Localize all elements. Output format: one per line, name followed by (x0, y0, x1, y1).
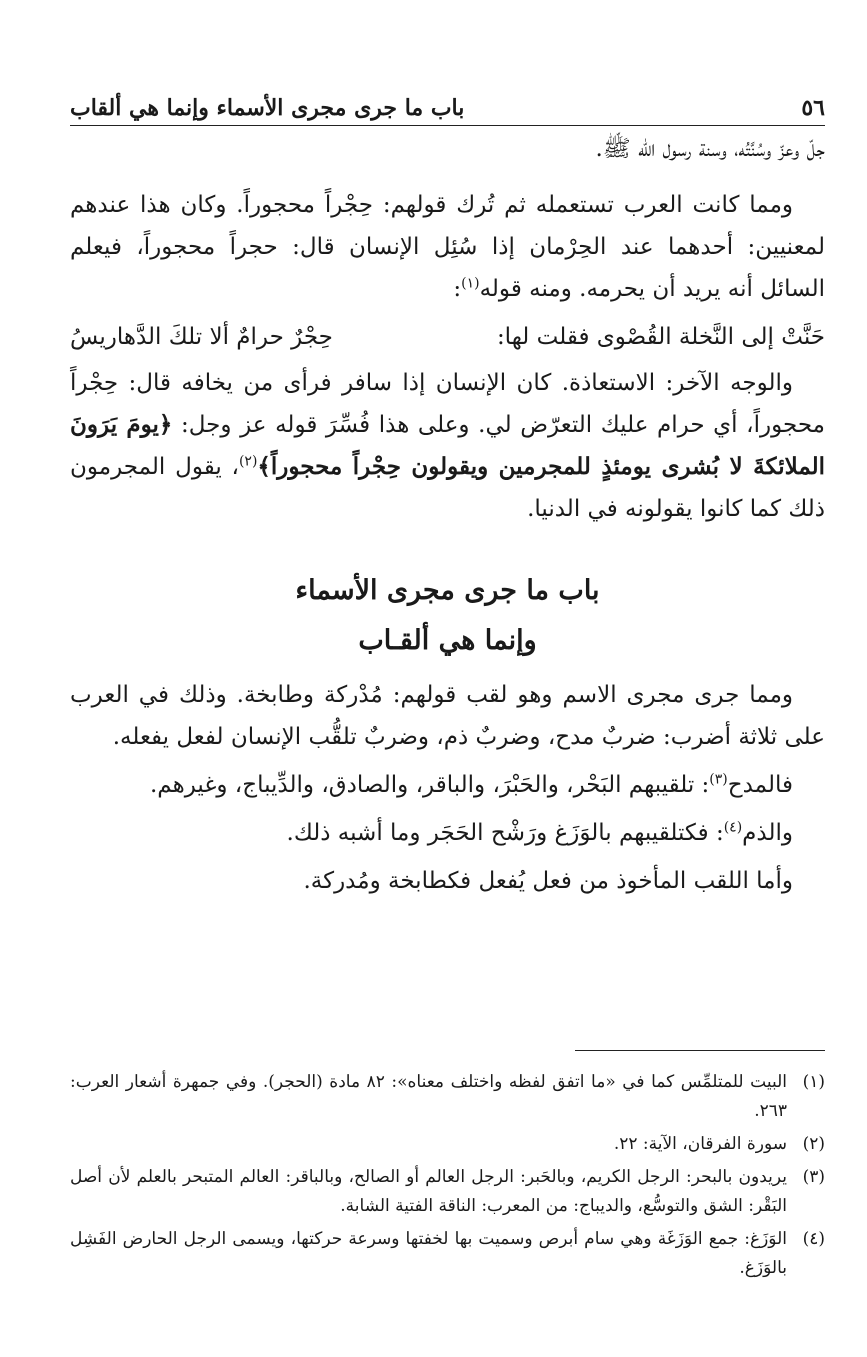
paragraph-6-text-b: : فكتلقيبهم بالوَزَغ ورَشْح الحَجَر وما أشبه ذلك. (286, 820, 724, 846)
footnote-ref-2: (٢) (238, 453, 258, 470)
section-heading-line-1: باب ما جرى مجرى الأسماء (295, 575, 600, 606)
verse-first-hemistich: حَنَّتْ إلى النَّخلة القُصْوى فقلت لها: (496, 324, 825, 350)
paragraph-2-text: ومما كانت العرب تستعمله ثم تُرك قولهم: حِجْراً محجوراً. وكان هذا عندهم لمعنيين: أحدهما عند الحِرْمان إذا سُئِل الإنسان قال: حجراً محجوراً، فيعلم السائل أنه يريد أن يحرمه. ومنه قوله (70, 192, 825, 302)
page-number: ٥٦ (801, 95, 825, 121)
paragraph-1: جلّ وعزّ وسُنَّتُه، وسنة رسول الله ﷺ. (595, 136, 825, 162)
running-title: باب ما جرى مجرى الأسماء وإنما هي ألقاب (70, 95, 465, 121)
footnote-divider (575, 1050, 825, 1051)
poetry-verse (70, 316, 825, 358)
paragraph-3 (70, 362, 825, 530)
footnotes (70, 1068, 825, 1287)
footnote-2 (70, 1130, 825, 1159)
paragraph-6 (70, 812, 825, 854)
section-heading-line-2: وإنما هي ألقـاب (358, 625, 537, 656)
main-text (70, 128, 825, 902)
paragraph-5 (70, 764, 825, 806)
paragraph-5-text-b: : تلقيبهم البَحْر، والحَبْرَ، والباقر، والصادق، والدِّيباج، وغيرهم. (149, 772, 710, 798)
paragraph-3-text-a: والوجه الآخر: الاستعاذة. كان الإنسان إذا سافر فرأى من يخافه قال: حِجْراً محجوراً، أي حرام عليك التعرّض لي. وعلى هذا فُسِّرَ قوله عز وجل: (70, 370, 825, 438)
footnote-text: البيت للمتلمِّس كما في «ما اتفق لفظه واختلف معناه»: ٨٢ مادة (الحجر). وفي جمهرة أشعار العرب: ٢٦٣. (70, 1072, 787, 1121)
footnote-4 (70, 1225, 825, 1283)
paragraph-2 (70, 184, 825, 310)
section-heading (70, 566, 825, 666)
footnote-ref-4: (٤) (723, 819, 743, 836)
paragraph-3-text-b: ، يقول المجرمون ذلك كما كانوا يقولونه في الدنيا. (70, 454, 825, 522)
footnote-1 (70, 1068, 825, 1126)
footnote-ref-1: (١) (461, 275, 480, 292)
running-header (70, 88, 825, 126)
verse-second-hemistich: حِجْرٌ حرامٌ ألا تلكَ الدَّهاريسُ (70, 324, 333, 350)
paragraph-6-text-a: والذم (742, 820, 793, 846)
paragraph-5-text-a: فالمدح (727, 772, 793, 798)
footnote-number: (٢) (802, 1134, 825, 1154)
footnote-text: الوَزَغ: جمع الوَزَغَة وهي سام أبرص وسميت بها لخفتها وسرعة حركتها، ويسمى الرجل الحارض الفَشِل بالوَزَغ. (70, 1229, 787, 1278)
paragraph-4: ومما جرى مجرى الاسم وهو لقب قولهم: مُدْركة وطابخة. وذلك في العرب على ثلاثة أضرب: ضربٌ مدح، وضربٌ ذم، وضربٌ تلقُّب الإنسان لفعل يفعله. (70, 682, 825, 750)
footnote-text: سورة الفرقان، الآية: ٢٢. (613, 1134, 787, 1154)
footnote-number: (٤) (802, 1229, 825, 1249)
footnote-text: يريدون بالبحر: الرجل الكريم، وبالحَبر: الرجل العالم أو الصالح، وبالباقر: العالم المتبحر بالعلم لأن أصل البَقْر: الشق والتوسُّع، والديباج: من المعرب: الناقة الفتية الشابة. (70, 1167, 787, 1216)
footnote-3 (70, 1163, 825, 1221)
paragraph-2-end: : (453, 276, 462, 302)
paragraph-7: وأما اللقب المأخوذ من فعل يُفعل فكطابخة ومُدركة. (303, 868, 793, 894)
footnote-number: (٣) (802, 1167, 825, 1187)
footnote-ref-3: (٣) (709, 771, 728, 788)
quran-quote: ﴿يومَ يَرَونَ الملائكةَ لا بُشرى يومئذٍ للمجرمين ويقولون حِجْراً محجوراً﴾ (70, 411, 826, 480)
footnote-number: (١) (802, 1072, 825, 1092)
